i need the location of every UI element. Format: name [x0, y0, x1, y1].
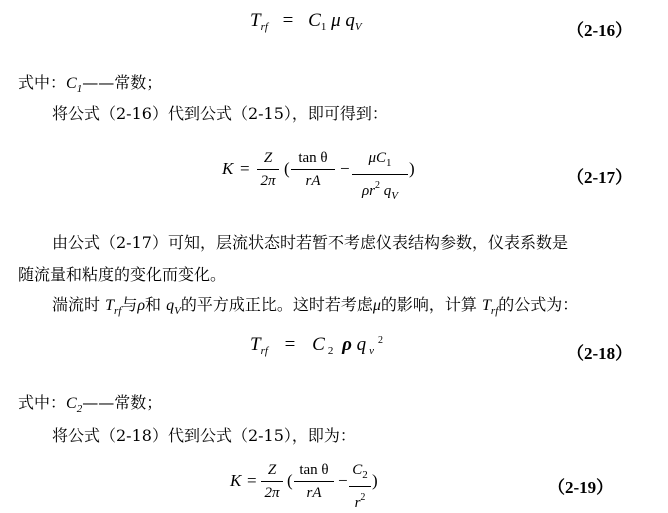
eq18-T: T — [250, 334, 261, 355]
eq18-q-sup: 2 — [378, 335, 384, 346]
eq19-f3-num-sub: 2 — [362, 469, 368, 481]
eq19-equals: = — [247, 471, 257, 490]
p2-d: 的平方成正比。这时若考虑 — [180, 295, 373, 314]
eq16-q-sub: V — [354, 21, 362, 33]
eq18-q-sub: v — [369, 345, 375, 357]
c2-symbol-sub: 2 — [76, 403, 83, 415]
eq19-f1-num: Z — [267, 462, 277, 478]
eq16-mu: μ — [331, 10, 341, 31]
eq19-f3-den-sup: 2 — [360, 492, 366, 503]
c2-symbol: C — [66, 395, 77, 412]
equation-number-2-18: （2-18） — [567, 344, 633, 363]
eq17-lparen: ( — [284, 159, 290, 178]
eq19-f2-num: tan θ — [299, 462, 329, 478]
p2-T2-sub: rf — [490, 305, 499, 317]
eq19-lparen: ( — [287, 471, 293, 490]
eq17-f1-num: Z — [263, 150, 273, 166]
p2-T2: T — [482, 297, 491, 314]
eq17-fraction-mu — [352, 149, 408, 205]
eq19-K: K — [230, 471, 242, 490]
eq17-f3-num: μC — [368, 150, 387, 166]
eq17-f3-den: ρr — [361, 183, 376, 199]
eq17-fraction-tan — [291, 149, 335, 190]
paragraph-2 — [52, 292, 578, 317]
eq17-fraction-z — [257, 149, 279, 190]
p2-c: 和 — [145, 295, 167, 314]
eq19-fraction-tan — [294, 461, 334, 502]
eq18-T-sub: rf — [260, 345, 268, 357]
eq16-C: C — [308, 10, 321, 31]
eq18-equals: = — [284, 334, 296, 355]
eq19-f3-den: r — [354, 495, 361, 511]
c2-definition — [18, 390, 162, 415]
equation-number-2-16: （2-16） — [567, 21, 633, 40]
p2-rho: ρ — [137, 297, 146, 314]
paragraph-1-line-1: 由公式（2-17）可知，层流状态时若暂不考虑仪表结构参数，仪表系数是 — [52, 233, 568, 252]
equation-2-18 — [250, 334, 383, 357]
c1-symbol: C — [66, 75, 77, 92]
c1-rest: ——常数； — [82, 73, 163, 92]
p2-q-sub: V — [174, 305, 181, 317]
eq19-fraction-c2 — [349, 461, 371, 512]
equation-number-2-17: （2-17） — [567, 168, 633, 187]
eq16-C-sub: 1 — [320, 21, 327, 33]
eq17-f3-den-sup: 2 — [375, 180, 381, 191]
eq16-equals: = — [282, 10, 294, 31]
eq17-f2-den: rA — [305, 173, 321, 189]
eq17-equals: = — [240, 159, 250, 178]
eq17-K: K — [222, 159, 234, 178]
eq19-minus: − — [338, 471, 348, 490]
eq19-rparen: ) — [372, 471, 378, 490]
eq18-rho: ρ — [342, 334, 352, 355]
p2-b: 与 — [121, 295, 138, 314]
eq17-minus: − — [340, 159, 350, 178]
c1-definition — [18, 70, 162, 95]
eq16-T: T — [250, 10, 261, 31]
eq17-f2-num: tan θ — [298, 150, 328, 166]
eq16-q: q — [345, 10, 355, 31]
eq17-f3-num-sub: 1 — [386, 157, 392, 169]
eq19-f1-den: 2π — [264, 485, 280, 501]
c1-prefix: 式中： — [18, 73, 67, 92]
eq17-f3-den-q: q — [383, 183, 392, 199]
p2-T-sub: rf — [114, 305, 122, 317]
c2-rest: ——常数； — [82, 393, 163, 412]
eq17-f1-den: 2π — [260, 173, 276, 189]
equation-number-2-19: （2-19） — [548, 478, 614, 497]
eq18-C: C — [312, 334, 325, 355]
p2-T: T — [105, 297, 114, 314]
paragraph-1-line-2: 随流量和粘度的变化而变化。 — [18, 265, 227, 284]
c2-prefix: 式中： — [18, 393, 67, 412]
eq17-f3-den-q-sub: V — [391, 190, 399, 202]
substitution-line-2: 将公式（2-18）代到公式（2-15），即为： — [52, 426, 356, 445]
c1-symbol-sub: 1 — [76, 83, 83, 95]
substitution-line-1: 将公式（2-16）代到公式（2-15），即可得到： — [52, 104, 388, 123]
p2-mu: μ — [372, 297, 381, 314]
eq19-f2-den: rA — [306, 485, 322, 501]
p2-a: 湍流时 — [52, 295, 106, 314]
eq18-C-sub: 2 — [327, 345, 334, 357]
p2-f: 的公式为： — [498, 295, 579, 314]
equation-2-16 — [250, 10, 362, 33]
eq17-rparen: ) — [409, 159, 415, 178]
p2-e: 的影响，计算 — [380, 295, 483, 314]
eq19-f3-num: C — [352, 462, 363, 478]
eq19-fraction-z — [261, 461, 283, 502]
eq16-T-sub: rf — [260, 21, 268, 33]
p2-q: q — [166, 297, 175, 314]
eq18-q: q — [356, 334, 367, 355]
